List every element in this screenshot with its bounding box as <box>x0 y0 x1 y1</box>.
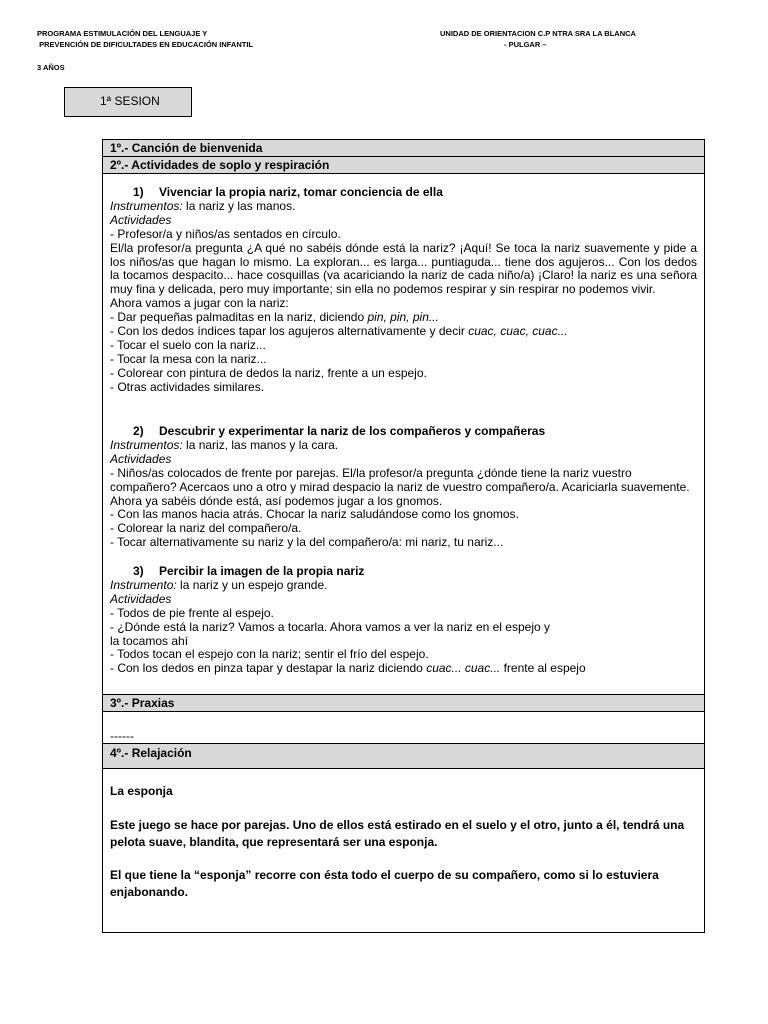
header-program-line1: PROGRAMA ESTIMULACIÓN DEL LENGUAJE Y <box>37 29 208 38</box>
header-right <box>440 28 636 50</box>
row-relaxation-header <box>103 744 704 769</box>
activity-item: la tocamos ahí <box>110 633 189 648</box>
activities-label: Actividades <box>110 591 172 606</box>
instruments-text: la nariz y las manos. <box>182 198 296 213</box>
header-unit-line1: UNIDAD DE ORIENTACION C.P NTRA SRA LA BLANCA <box>440 29 636 38</box>
instruments-line <box>110 439 697 453</box>
session-table <box>102 139 705 933</box>
instruments-label: Instrumentos: <box>110 198 183 213</box>
relaxation-body <box>110 783 697 901</box>
activity-item: - Tocar alternativamente su nariz y la del compañero/a: mi nariz, tu nariz... <box>110 535 504 550</box>
praxias-placeholder: ------ <box>110 729 134 743</box>
activity-section-2 <box>110 425 697 550</box>
header-left <box>37 28 253 50</box>
session-label: 1ª SESION <box>100 94 160 108</box>
relaxation-paragraph-1: Este juego se hace por parejas. Uno de ellos está estirado en el suelo y el otro, junto a él, tendrá una pelota suave, blandita, que representará ser una esponja. <box>110 818 685 849</box>
activities-label: Actividades <box>110 212 172 227</box>
activity-item: - Tocar el suelo con la nariz... <box>110 337 266 352</box>
activity-item: - ¿Dónde está la nariz? Vamos a tocarla. Ahora vamos a ver la nariz en el espejo y <box>110 619 550 634</box>
activity-item: - Con los dedos en pinza tapar y destapar la nariz diciendo cuac... cuac... frente al espejo <box>110 661 586 676</box>
header-unit-line2: - PULGAR – <box>504 40 547 49</box>
activity-paragraph: El/la profesor/a pregunta ¿A qué no sabéis dónde está la nariz? ¡Aquí! Se toca la nariz suavemente y pide a los niños/as que hagan lo mismo. La exploran... es larga... puntiaguda... tiene dos agujeros... Con los dedos la tocamos despacito... hace cosquillas (va acariciando la nariz de cada niño/a) ¡Claro! la nariz es una señora muy fina y delicada, pero muy importante; sin ella no podemos respirar y sin respirar no podemos vivir. <box>110 240 697 297</box>
instruments-label: Instrumentos: <box>110 437 183 452</box>
section-title-text: Vivenciar la propia nariz, tomar conciencia de ella <box>159 185 443 199</box>
activity-item: - Todos tocan el espejo con la nariz; sentir el frío del espejo. <box>110 647 429 662</box>
activity-item: - Tocar la mesa con la nariz... <box>110 351 267 366</box>
section-number: 1) <box>133 185 144 199</box>
activity-item: - Con los dedos índices tapar los agujeros alternativamente y decir cuac, cuac, cuac... <box>110 324 568 339</box>
row-breathing-content <box>103 174 704 695</box>
instruments-text: la nariz, las manos y la cara. <box>182 437 339 452</box>
activity-item: - Profesor/a y niños/as sentados en círculo. <box>110 226 341 241</box>
activity-section-1 <box>110 186 697 395</box>
session-box <box>64 87 192 117</box>
instruments-label: Instrumento: <box>110 577 177 592</box>
activity-paragraph: - Niños/as colocados de frente por parejas. El/la profesor/a pregunta ¿dónde tiene la nariz vuestro compañero? Acercaos uno a otro y mirad despacio la nariz de vuestro compañero/a. Acariciarla suavemente. Ahora ya sabéis dónde está, así podemos jugar a los gnomos. <box>110 465 690 508</box>
activity-item: - Dar pequeñas palmaditas en la nariz, diciendo pin, pin, pin... <box>110 310 439 325</box>
row-title: 3º.- Praxias <box>110 696 175 710</box>
instruments-text: la nariz y un espejo grande. <box>176 577 328 592</box>
instruments-line <box>110 200 697 214</box>
activity-item: Ahora vamos a jugar con la nariz: <box>110 296 289 311</box>
row-praxias-header <box>103 695 704 712</box>
row-praxias-content <box>103 712 704 744</box>
activity-item: - Colorear con pintura de dedos la nariz, frente a un espejo. <box>110 365 427 380</box>
row-breathing-header <box>103 157 704 174</box>
activity-item: - Colorear la nariz del compañero/a. <box>110 521 302 536</box>
row-welcome-song <box>103 140 704 157</box>
section-title <box>110 425 697 439</box>
activity-item: - Otras actividades similares. <box>110 379 265 394</box>
section-title-text: Descubrir y experimentar la nariz de los compañeros y compañeras <box>159 424 546 438</box>
row-title: 4º.- Relajación <box>110 746 192 760</box>
section-title-text: Percibir la imagen de la propia nariz <box>159 564 365 578</box>
activity-item: - Todos de pie frente al espejo. <box>110 605 274 620</box>
row-title: 2º.- Actividades de soplo y respiración <box>110 158 330 172</box>
activity-section-3 <box>110 565 697 676</box>
age-label: 3 AÑOS <box>37 63 65 72</box>
header-program-line2: PREVENCIÓN DE DIFICULTADES EN EDUCACIÓN INFANTIL <box>37 40 253 49</box>
row-relaxation-content <box>103 769 704 932</box>
activities-label: Actividades <box>110 451 172 466</box>
instruments-line <box>110 579 697 593</box>
section-title <box>110 565 697 579</box>
section-number: 2) <box>133 424 144 438</box>
activity-item: - Con las manos hacia atrás. Chocar la nariz saludándose como los gnomos. <box>110 507 519 522</box>
row-title: 1º.- Canción de bienvenida <box>110 141 263 155</box>
section-number: 3) <box>133 564 144 578</box>
section-title <box>110 186 697 200</box>
relaxation-title: La esponja <box>110 784 173 798</box>
relaxation-paragraph-2: El que tiene la “esponja” recorre con ésta todo el cuerpo de su compañero, como si lo estuviera enjabonando. <box>110 868 659 899</box>
